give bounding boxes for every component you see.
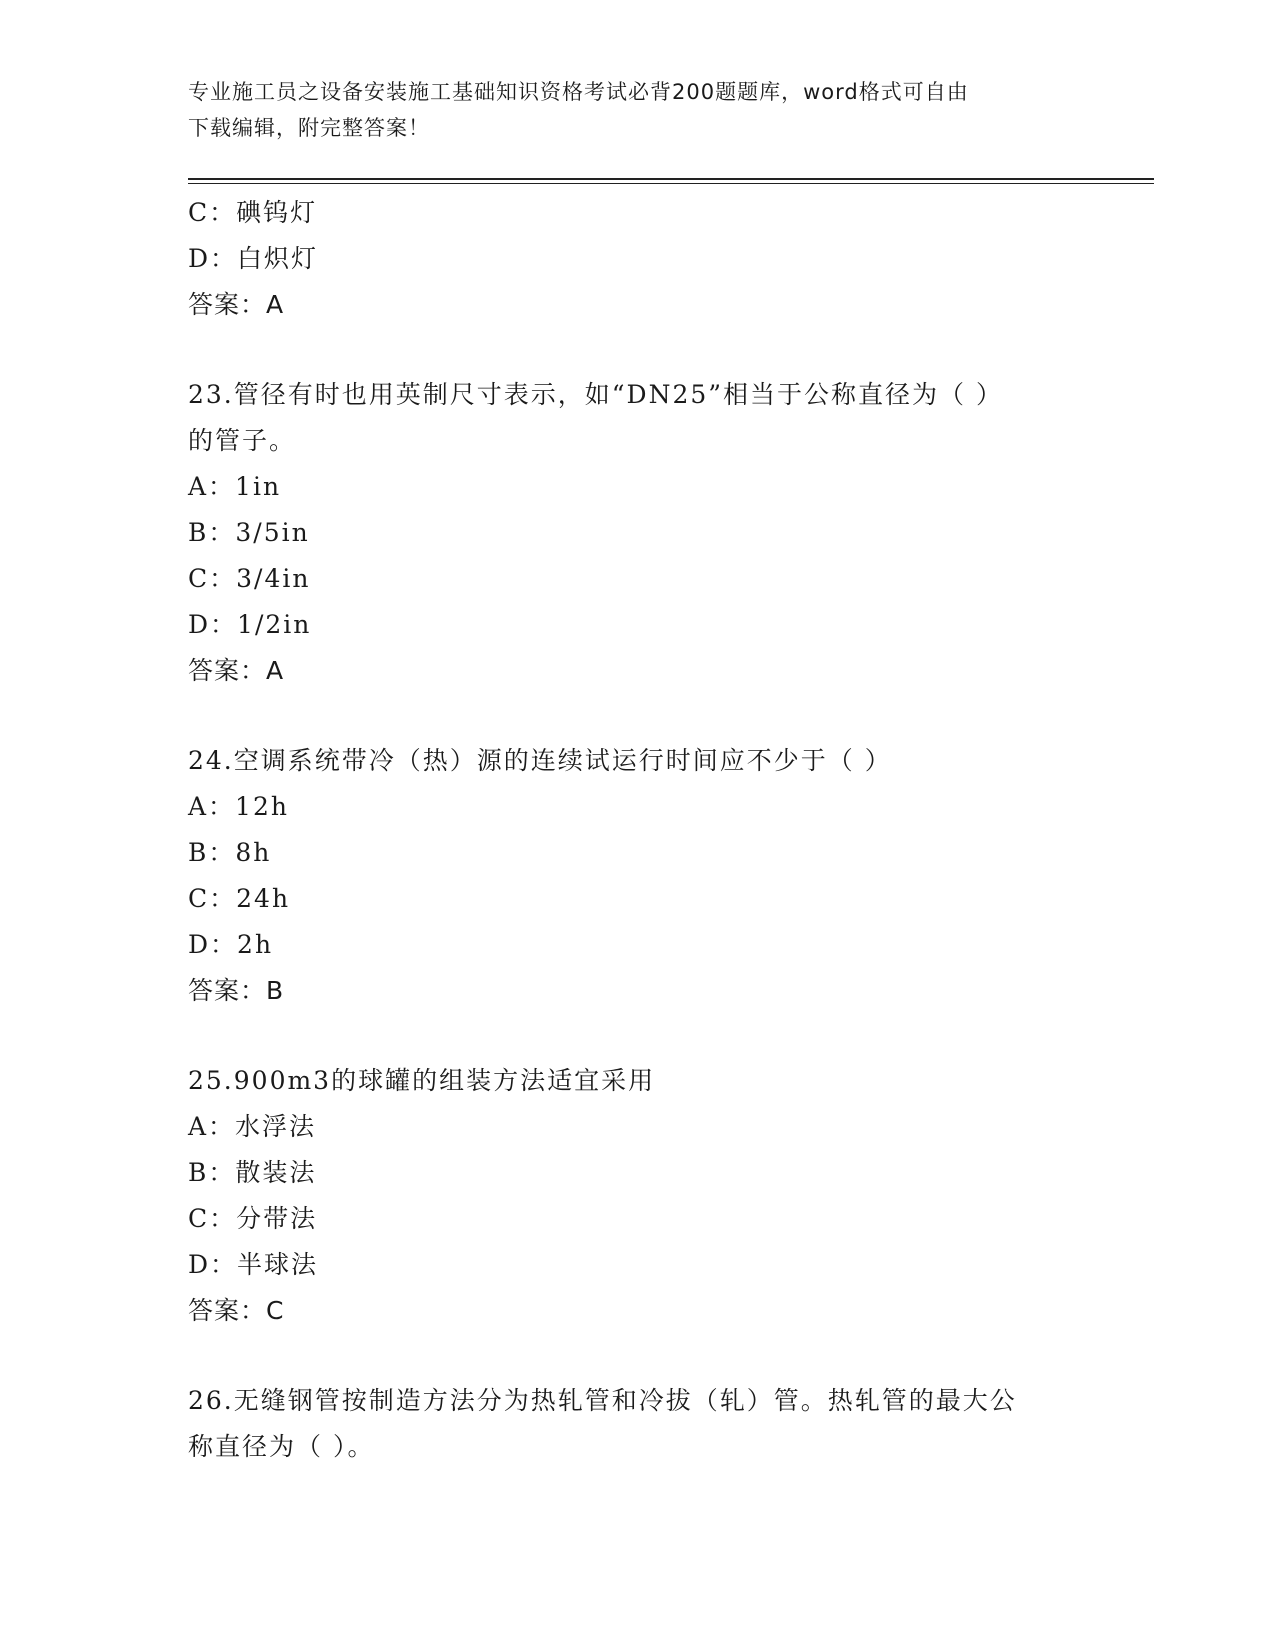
header-line-2: 下载编辑，附完整答案！ [188,116,430,140]
question-text-line-1: 23.管径有时也用英制尺寸表示，如“DN25”相当于公称直径为（ ） [188,380,1003,409]
question-text-line-1: 26.无缝钢管按制造方法分为热轧管和冷拔（轧）管。热轧管的最大公 [188,1386,1017,1415]
option-d: D：1/2in [188,610,312,639]
option-c: C：24h [188,884,291,913]
option-d: D：白炽灯 [188,244,319,273]
answer: 答案：C [188,1296,285,1325]
option-c: C：3/4in [188,564,311,593]
option-d: D：2h [188,930,274,959]
question-list [188,190,1088,1470]
option-b: B：8h [188,838,272,867]
header-line-1: 专业施工员之设备安装施工基础知识资格考试必背200题题库，word格式可自由 [188,80,969,104]
question-text-line-2: 称直径为（ ）。 [188,1432,375,1461]
question-26 [188,1378,1088,1470]
option-a: A：12h [188,792,289,821]
option-c: C：碘钨灯 [188,198,318,227]
option-c: C：分带法 [188,1204,318,1233]
question-22-partial [188,190,1088,328]
question-24 [188,738,1088,1014]
header-divider-thin [188,183,1154,184]
option-a: A：1in [188,472,282,501]
option-b: B：散装法 [188,1158,317,1187]
document-header [188,74,1068,146]
option-b: B：3/5in [188,518,310,547]
question-23 [188,372,1088,694]
answer: 答案：B [188,976,285,1005]
question-text-line-1: 24.空调系统带冷（热）源的连续试运行时间应不少于（ ） [188,746,892,775]
option-d: D：半球法 [188,1250,319,1279]
option-a: A：水浮法 [188,1112,317,1141]
question-25 [188,1058,1088,1334]
header-divider-thick [188,178,1154,180]
question-text-line-1: 25.900m3的球罐的组装方法适宜采用 [188,1066,656,1095]
answer: 答案：A [188,290,285,319]
question-text-line-2: 的管子。 [188,426,297,455]
answer: 答案：A [188,656,285,685]
